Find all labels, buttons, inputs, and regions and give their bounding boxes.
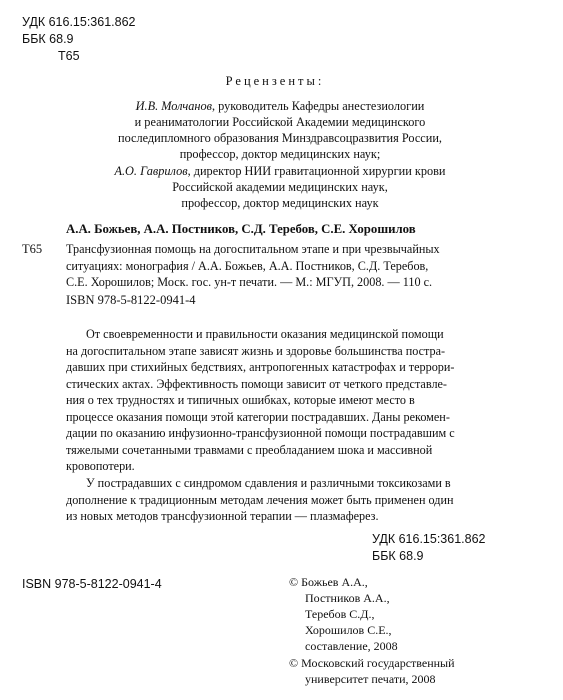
reviewer-2-name: А.О. Гаврилов	[114, 164, 188, 178]
reviewer-1: И.В. Молчанов, руководитель Кафедры анестезиологии и реаниматологии Российской Академии медицинского последипломного образования Минздравсоцразвития России, профессор, доктор медицинских наук;	[118, 99, 442, 161]
udk-footer: УДК 616.15:361.862	[372, 532, 486, 546]
reviewers-title: Рецензенты:	[225, 74, 325, 88]
abstract-paragraph-1: От своевременности и правильности оказания медицинской помощи на догоспитальном этапе зависят жизнь и здоровье большинства постра- давших при стихийных бедствиях, антропогенных катастрофах и террори- стических актах. Эффективность помощи зависит от четкого представле- ния о тех трудностях и типичных ошибках, которые имеют место в процессе оказания помощи этой категории пострадавших. Даны рекомен- дации по оказанию инфузионно-трансфузионной помощи пострадавшим с тяжелыми сочетанными травмами с преобладанием шока и массивной кровопотери.	[66, 327, 455, 473]
bbk-header: ББК 68.9	[22, 32, 74, 46]
abstract-paragraph-2: У пострадавших с синдромом сдавления и различными токсикозами в дополнение к традиционным методам лечения может быть применен один из новых методов трансфузионной терапии — плазмаферез.	[66, 476, 454, 523]
bib-description: Трансфузионная помощь на догоспитальном этапе и при чрезвычайных ситуациях: монография / А.А. Божьев, А.А. Постников, С.Д. Теребов, С.Е. Хорошилов; Моск. гос. ун-т печати. — М.: МГУП, 2008. — 110 с.	[66, 242, 440, 289]
copyright-publisher: © Московский государственный университет печати, 2008	[289, 656, 455, 686]
reviewer-2: А.О. Гаврилов, директор НИИ гравитационной хирургии крови Российской академии медицинских наук, профессор, доктор медицинских наук	[114, 164, 446, 210]
authors-line: А.А. Божьев, А.А. Постников, С.Д. Теребов, С.Е. Хорошилов	[66, 222, 416, 236]
isbn-footer: ISBN 978-5-8122-0941-4	[22, 577, 162, 591]
bbk-footer: ББК 68.9	[372, 549, 424, 563]
reviewer-1-name: И.В. Молчанов	[135, 99, 212, 113]
bib-author-mark: Т65	[22, 242, 43, 256]
copyright-authors: © Божьев А.А., Постников А.А., Теребов С.Д., Хорошилов С.Е., составление, 2008	[289, 575, 398, 653]
author-mark-header: Т65	[58, 49, 80, 63]
bib-isbn: ISBN 978-5-8122-0941-4	[66, 293, 196, 307]
udk-header: УДК 616.15:361.862	[22, 15, 136, 29]
